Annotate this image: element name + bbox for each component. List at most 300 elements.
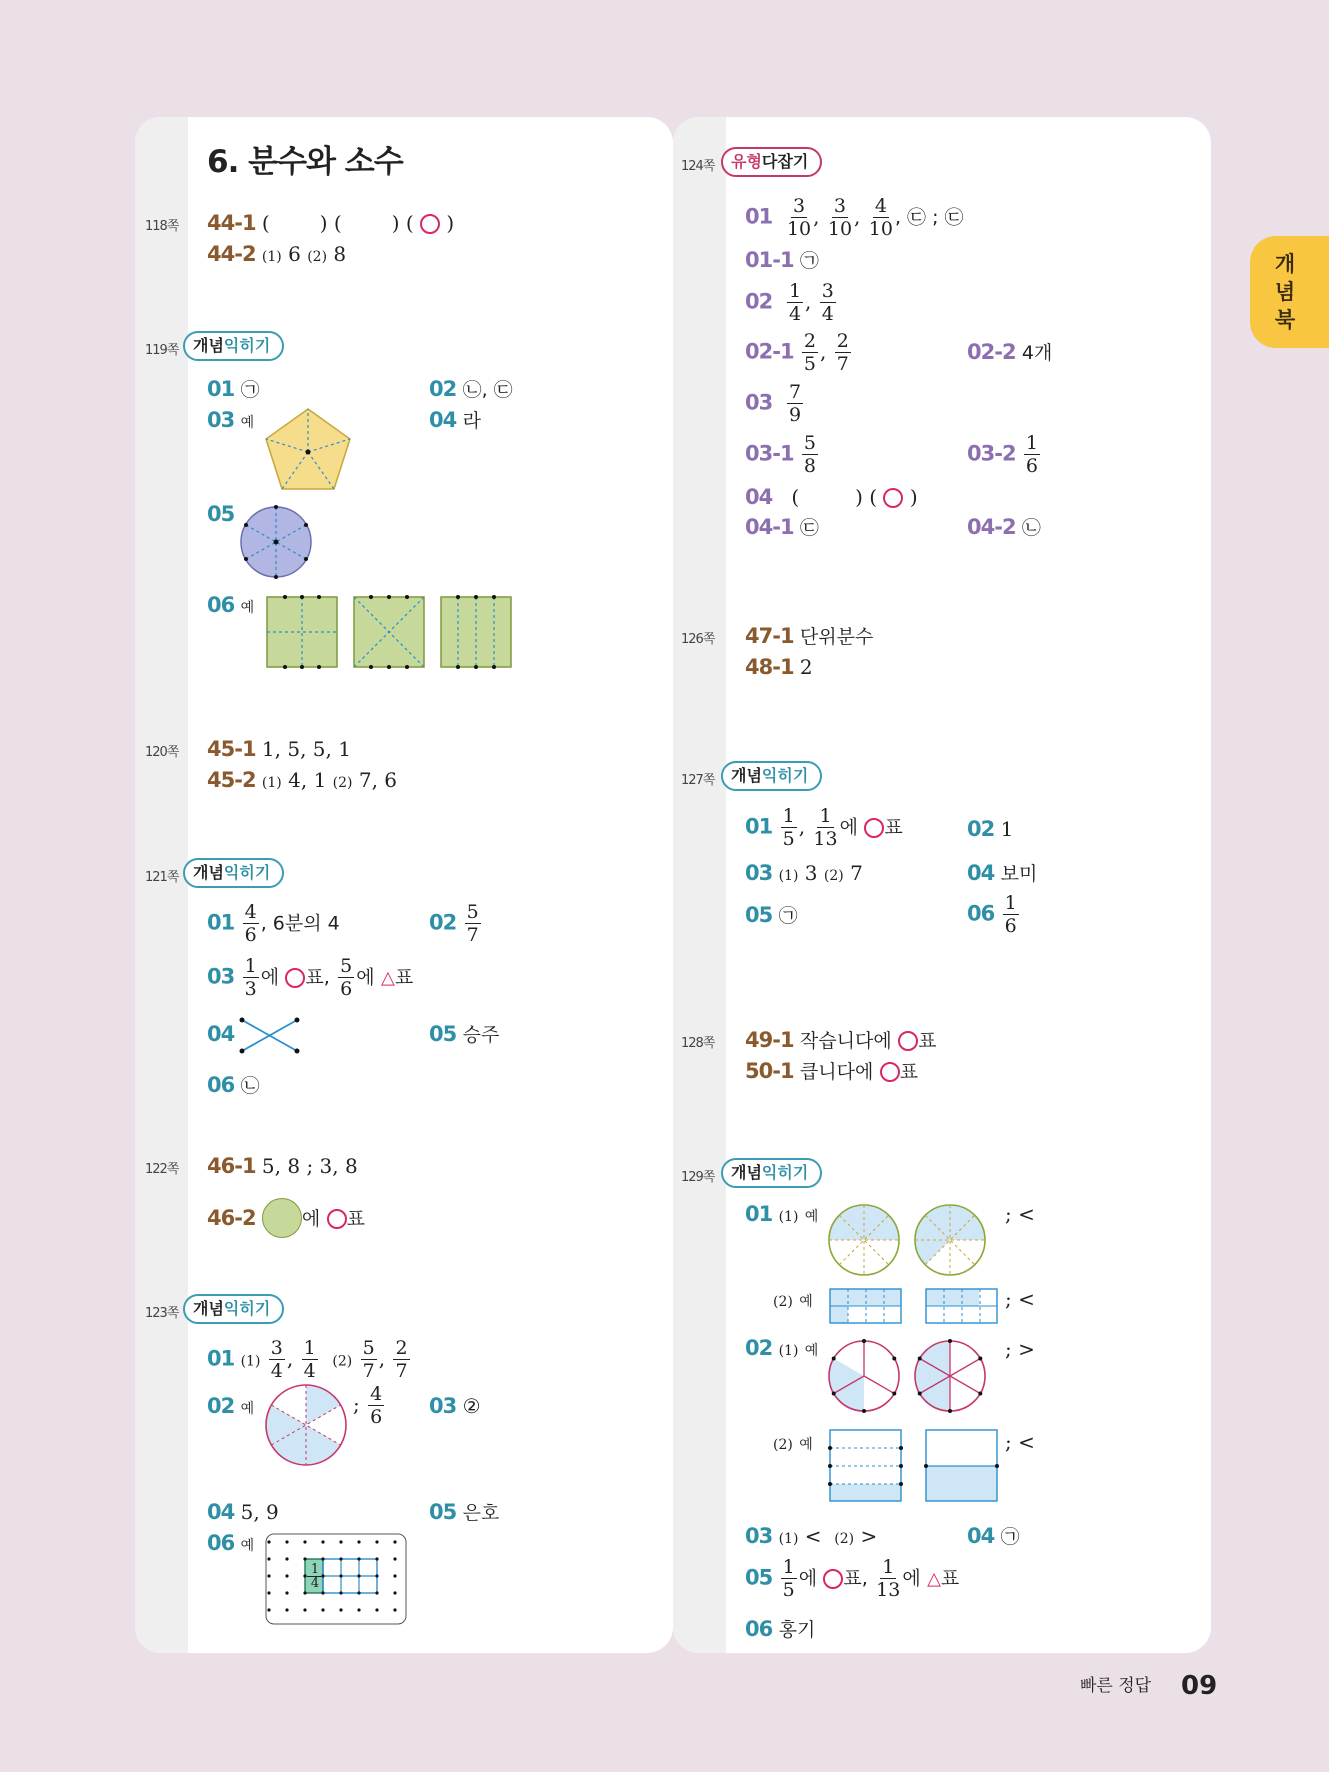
answer-119-03 — [207, 410, 254, 431]
grid-dot — [375, 1591, 378, 1594]
value: 7, 6 — [358, 768, 398, 792]
denominator: 5 — [782, 1579, 795, 1601]
answer-129-05 — [745, 1558, 959, 1600]
answer-119-06 — [207, 595, 254, 616]
q-num: 05 — [745, 1565, 773, 1590]
example-mark: 예 — [804, 1343, 819, 1359]
denominator: 7 — [836, 353, 849, 375]
numerator: 2 — [803, 330, 817, 352]
answer-123-04 — [207, 1502, 279, 1523]
q-num: 04 — [967, 1524, 995, 1548]
answer-129-06 — [745, 1619, 815, 1640]
denominator: 4 — [310, 1576, 320, 1591]
badge-concept — [183, 331, 284, 361]
paren: ( — [333, 211, 342, 235]
page-label-128: 128쪽 — [681, 1036, 715, 1051]
q-num: 04-1 — [745, 515, 794, 539]
fraction — [813, 807, 837, 849]
numerator: 4 — [370, 1383, 383, 1405]
answer-129-02-2-label — [773, 1432, 813, 1452]
badge-concept — [183, 1294, 284, 1324]
badge-type — [721, 147, 822, 177]
denominator: 9 — [788, 404, 802, 426]
denominator: 7 — [466, 924, 479, 946]
pie-six-parts-figure — [263, 1382, 349, 1468]
q-num: 03 — [745, 861, 773, 885]
answer-121-04 — [207, 1024, 234, 1045]
example-mark: 예 — [804, 1209, 819, 1225]
text: 표 — [940, 1567, 960, 1590]
value: 라 — [462, 410, 481, 432]
answer-127-02 — [967, 819, 1013, 840]
q-num: 49-1 — [745, 1028, 794, 1052]
grid-dot — [393, 1608, 396, 1611]
grid-fraction — [307, 1563, 323, 1590]
q-num: 47-1 — [745, 624, 794, 648]
q-num: 04 — [207, 1022, 235, 1046]
answer-124-01: 01 $\frac{3}{10}$ , $\frac{3}{10}$ , $\frac{4}{10}$ , ㉢ ; ㉢ — [745, 195, 964, 240]
part-label: (2) — [307, 249, 328, 265]
text: 표 — [394, 966, 414, 989]
value: 은호 — [462, 1502, 500, 1524]
grid-dot — [339, 1557, 342, 1560]
circle-mark — [327, 1209, 347, 1229]
value: ㉠ — [1000, 1526, 1020, 1548]
answer-47-1 — [745, 626, 873, 647]
answer-129-02-1-compare: ; > — [1005, 1337, 1035, 1361]
answer-119-05 — [207, 504, 234, 525]
fraction — [835, 332, 851, 374]
page-number: 09 — [1181, 1671, 1218, 1701]
q-num: 01 — [745, 814, 773, 839]
numerator: 3 — [821, 280, 834, 302]
value: 6 — [288, 242, 301, 266]
q-num: 03-1 — [745, 441, 794, 466]
q-num: 05 — [429, 1022, 457, 1046]
answer-124-04 — [745, 487, 918, 508]
denominator: 10 — [786, 218, 812, 240]
q-num: 03 — [207, 408, 235, 432]
fraction — [243, 957, 259, 999]
answer-129-01-label — [745, 1204, 818, 1225]
fraction — [302, 1339, 318, 1381]
value: 승주 — [462, 1024, 500, 1046]
answer-45-2 — [207, 770, 397, 791]
square-division-figures — [265, 595, 515, 669]
answer-123-02 — [207, 1396, 254, 1417]
fraction — [465, 903, 481, 945]
grid-dot — [303, 1540, 306, 1543]
numerator: 5 — [803, 432, 817, 454]
text: 큽니다에 — [799, 1061, 874, 1083]
pentagon-figure — [263, 407, 353, 492]
grid-dot — [375, 1608, 378, 1611]
answer-121-01 — [207, 903, 340, 945]
q-num: 06 — [745, 1617, 773, 1641]
q-num: 01 — [745, 204, 773, 229]
answer-129-03 — [745, 1526, 877, 1547]
circle-mark — [880, 1062, 900, 1082]
q-num: 02 — [745, 1336, 773, 1360]
example-mark: 예 — [240, 1538, 255, 1554]
q-num: 02 — [429, 910, 457, 935]
numerator: 3 — [833, 195, 846, 217]
page-label-121: 121쪽 — [145, 870, 179, 885]
denominator: 6 — [1025, 455, 1039, 477]
badge-highlight: 익히기 — [223, 336, 271, 355]
fraction — [802, 434, 818, 476]
text: 표 — [899, 1061, 919, 1083]
grid-dot — [375, 1574, 378, 1577]
text: 작습니다에 — [799, 1030, 892, 1052]
example-mark: 예 — [240, 415, 255, 431]
value: 4, 1 — [288, 768, 327, 792]
page-label-120: 120쪽 — [145, 745, 179, 760]
fraction — [1024, 434, 1040, 476]
value: < — [804, 1524, 822, 1548]
grid-dot — [393, 1540, 396, 1543]
answer-44-2 — [207, 244, 346, 265]
badge-concept — [183, 858, 284, 888]
value: ㉠ — [799, 250, 819, 272]
value: , ㉢ ; ㉢ — [894, 206, 964, 229]
grid-dot — [303, 1608, 306, 1611]
rectangle-parts-figures — [829, 1429, 1001, 1503]
q-num: 02 — [967, 817, 995, 841]
answer-124-03 — [745, 383, 805, 425]
fraction — [781, 807, 797, 849]
q-num: 05 — [745, 903, 773, 927]
example-mark: 예 — [799, 1437, 813, 1453]
numerator: 2 — [395, 1337, 408, 1359]
part-label: (2) — [773, 1437, 793, 1453]
text: 에 — [301, 1208, 321, 1230]
answer-123-03 — [429, 1396, 481, 1417]
answer-123-01: 01 (1) $\frac{3}{4}$ , $\frac{1}{4}$ (2) $\frac{5}{7}$ , $\frac{2}{7}$ — [207, 1337, 408, 1382]
answer-127-04 — [967, 863, 1037, 884]
side-tab-label: 개념북 — [1274, 252, 1296, 332]
q-num: 03-2 — [967, 441, 1016, 466]
grid-dot — [303, 1557, 306, 1560]
fraction — [338, 957, 354, 999]
denominator: 6 — [244, 924, 257, 946]
value: 1, 5, 5, 1 — [261, 737, 351, 761]
answer-129-01-1-compare: ; < — [1005, 1202, 1035, 1226]
paren: ( — [261, 211, 270, 235]
value: 5, 8 ; 3, 8 — [261, 1154, 358, 1178]
dot-grid-figure — [265, 1533, 409, 1627]
numerator: 7 — [788, 381, 802, 403]
q-num: 03 — [745, 390, 773, 415]
grid-dot — [393, 1557, 396, 1560]
grid-dot — [285, 1574, 288, 1577]
q-num: 03 — [207, 964, 235, 989]
value: 단위분수 — [799, 626, 874, 648]
answer-123-02-result — [353, 1385, 386, 1427]
grid-dot — [303, 1591, 306, 1594]
grid-dot — [267, 1608, 270, 1611]
numerator: 5 — [362, 1337, 375, 1359]
q-num: 04 — [207, 1500, 235, 1524]
numerator: 1 — [307, 1563, 323, 1577]
grid-dot — [267, 1574, 270, 1577]
grid-dot — [357, 1608, 360, 1611]
q-num: 06 — [207, 593, 235, 617]
value: , 6분의 4 — [260, 912, 340, 935]
grid-dot — [267, 1557, 270, 1560]
q-num: 06 — [207, 1531, 235, 1555]
circle-mark — [285, 968, 305, 988]
numerator: 1 — [788, 280, 802, 302]
badge-text: 다잡기 — [761, 152, 809, 171]
part-label: (1) — [778, 1531, 799, 1547]
numerator: 1 — [819, 805, 832, 827]
circle-mark — [883, 488, 903, 508]
answer-121-02 — [429, 903, 483, 945]
answer-121-05 — [429, 1024, 499, 1045]
numerator: 4 — [874, 195, 887, 217]
answer-124-04-2 — [967, 517, 1041, 538]
grid-dot — [357, 1540, 360, 1543]
grid-dot — [321, 1608, 324, 1611]
numerator: 4 — [244, 901, 257, 923]
fraction — [869, 197, 893, 239]
fraction — [828, 197, 852, 239]
value: ㉡, ㉢ — [462, 379, 513, 401]
q-num: 06 — [207, 1073, 235, 1097]
page-label-126: 126쪽 — [681, 632, 715, 647]
page-label-129: 129쪽 — [681, 1170, 715, 1185]
denominator: 4 — [270, 1360, 283, 1382]
circle-mark — [420, 214, 440, 234]
answer-124-02-1: 02-1 $\frac{2}{5}$ , $\frac{2}{7}$ — [745, 330, 849, 375]
denominator: 13 — [876, 1579, 901, 1601]
page-label-124: 124쪽 — [681, 159, 715, 174]
paren: ( — [869, 485, 878, 509]
right-panel — [673, 117, 1211, 1653]
separator: ; — [353, 1392, 360, 1417]
q-num: 04 — [967, 861, 995, 885]
grid-dot — [267, 1591, 270, 1594]
q-num: 46-1 — [207, 1154, 256, 1178]
badge-text: 개념 — [731, 1163, 762, 1182]
answer-123-05 — [429, 1502, 499, 1523]
badge-highlight: 익히기 — [223, 863, 271, 882]
paren: ) — [446, 211, 455, 235]
answer-129-01-2-compare: ; < — [1005, 1287, 1035, 1311]
numerator: 2 — [836, 330, 849, 352]
denominator: 10 — [868, 218, 893, 240]
page-label-119: 119쪽 — [145, 343, 179, 358]
grid-dot — [321, 1591, 324, 1594]
text: 표, — [843, 1567, 868, 1590]
circle-mark — [823, 1569, 843, 1589]
q-num: 01 — [207, 377, 235, 401]
answer-49-1 — [745, 1030, 936, 1051]
badge-highlight: 익히기 — [761, 1163, 809, 1182]
denominator: 4 — [788, 303, 802, 325]
part-label: (2) — [332, 1353, 353, 1370]
numerator: 5 — [340, 955, 353, 977]
example-mark: 예 — [240, 600, 255, 616]
badge-text: 개념 — [193, 1299, 224, 1318]
badge-highlight: 익히기 — [223, 1299, 271, 1318]
text: 표, — [305, 966, 330, 989]
q-num: 02-2 — [967, 340, 1016, 364]
badge-text: 개념 — [193, 863, 224, 882]
chapter-title: 6. 분수와 소수 — [207, 144, 403, 180]
value: 홍기 — [778, 1619, 816, 1641]
q-num: 01 — [207, 910, 235, 935]
answer-127-01: 01 $\frac{1}{5}$ , $\frac{1}{13}$ 에 표 — [745, 805, 903, 850]
value: 4개 — [1021, 342, 1053, 364]
paren: ) — [391, 211, 400, 235]
badge-highlight: 익히기 — [761, 766, 809, 785]
answer-119-02 — [429, 379, 513, 400]
grid-dot — [321, 1540, 324, 1543]
q-num: 05 — [207, 502, 235, 526]
value: > — [860, 1524, 878, 1548]
part-label: (1) — [261, 775, 282, 791]
badge-text: 개념 — [193, 336, 224, 355]
fraction — [876, 1558, 900, 1600]
q-num: 46-2 — [207, 1206, 256, 1230]
fraction — [802, 332, 818, 374]
q-num: 01 — [207, 1346, 235, 1371]
circle-figure — [239, 505, 313, 579]
grid-dot — [285, 1608, 288, 1611]
numerator: 1 — [782, 1556, 795, 1578]
grid-dot — [285, 1557, 288, 1560]
answer-124-03-1 — [745, 434, 820, 476]
answer-46-2 — [207, 1198, 365, 1238]
part-label: (1) — [240, 1353, 261, 1370]
text: 표 — [918, 1030, 937, 1052]
grid-dot — [375, 1557, 378, 1560]
answer-129-04 — [967, 1526, 1020, 1547]
badge-text: 개념 — [731, 766, 762, 785]
denominator: 3 — [244, 978, 257, 1000]
pie-eight-parts-figures — [827, 1203, 987, 1279]
page-label-122: 122쪽 — [145, 1162, 179, 1177]
value: ㉠ — [240, 379, 260, 401]
example-mark: 예 — [240, 1401, 255, 1417]
fraction — [393, 1339, 409, 1381]
numerator: 3 — [270, 1337, 283, 1359]
numerator: 1 — [782, 805, 795, 827]
answer-119-01 — [207, 379, 260, 400]
circle-mark — [898, 1031, 918, 1051]
rectangle-parts-figures — [829, 1288, 1001, 1326]
badge-concept — [721, 761, 822, 791]
denominator: 6 — [340, 978, 353, 1000]
fraction — [787, 197, 811, 239]
answer-123-06 — [207, 1533, 254, 1554]
answer-129-02-2-compare: ; < — [1005, 1430, 1035, 1454]
text: 에 — [902, 1567, 921, 1590]
text: 표 — [884, 816, 903, 839]
grid-dot — [357, 1574, 360, 1577]
value: ② — [462, 1394, 481, 1418]
circle-mark — [864, 818, 884, 838]
green-circle-shape — [262, 1198, 302, 1238]
grid-dot — [339, 1540, 342, 1543]
q-num: 45-1 — [207, 737, 256, 761]
q-num: 01-1 — [745, 248, 794, 272]
page-label-118: 118쪽 — [145, 219, 179, 234]
footer-label: 빠른 정답 — [1080, 1676, 1152, 1696]
part-label: (2) — [823, 868, 844, 884]
cross-match-figure — [239, 1017, 301, 1055]
value: ㉢ — [799, 517, 819, 539]
answer-124-04-1 — [745, 517, 819, 538]
answer-124-02: 02 $\frac{1}{4}$ , $\frac{3}{4}$ — [745, 280, 834, 325]
part-label: (2) — [773, 1294, 793, 1310]
value: 8 — [333, 242, 347, 266]
fraction — [820, 282, 836, 324]
denominator: 4 — [303, 1360, 316, 1382]
q-num: 03 — [745, 1524, 773, 1548]
part-label: (1) — [778, 868, 799, 884]
fraction — [787, 383, 803, 425]
answer-127-06 — [967, 894, 1021, 936]
numerator: 3 — [793, 195, 806, 217]
right-margin-strip — [673, 117, 726, 1653]
text: 표 — [346, 1208, 365, 1230]
fraction — [243, 903, 259, 945]
paren: ( — [405, 211, 414, 235]
value: 3 — [804, 861, 818, 885]
q-num: 02 — [429, 377, 457, 401]
badge-concept — [721, 1158, 822, 1188]
grid-dot — [339, 1591, 342, 1594]
numerator: 1 — [1025, 432, 1039, 454]
page-label-127: 127쪽 — [681, 773, 715, 788]
answer-119-04 — [429, 410, 481, 431]
q-num: 04 — [745, 485, 773, 509]
q-num: 48-1 — [745, 655, 794, 679]
fraction — [1003, 894, 1019, 936]
fraction — [361, 1339, 377, 1381]
value: 보미 — [1000, 863, 1038, 885]
answer-50-1 — [745, 1061, 918, 1082]
paren: ) — [909, 485, 918, 509]
grid-dot — [339, 1574, 342, 1577]
grid-dot — [339, 1608, 342, 1611]
answer-124-01-1 — [745, 250, 819, 271]
answer-45-1 — [207, 739, 351, 760]
numerator: 1 — [303, 1337, 316, 1359]
q-num: 50-1 — [745, 1059, 794, 1083]
value: ㉠ — [778, 905, 798, 927]
side-tab[interactable] — [1250, 236, 1329, 348]
q-num: 04 — [429, 408, 457, 432]
page-label-123: 123쪽 — [145, 1306, 179, 1321]
q-num: 44-2 — [207, 242, 256, 266]
part-label: (2) — [332, 775, 353, 791]
q-num: 02 — [207, 1394, 235, 1418]
denominator: 10 — [827, 218, 853, 240]
numerator: 5 — [466, 901, 479, 923]
answer-124-03-2 — [967, 434, 1042, 476]
value: 1 — [1000, 817, 1014, 841]
part-label: (1) — [778, 1209, 799, 1225]
q-num: 02-1 — [745, 339, 794, 364]
example-mark: 예 — [799, 1294, 813, 1310]
text: 에 — [356, 966, 375, 989]
badge-highlight: 유형 — [731, 152, 762, 171]
part-label: (1) — [261, 249, 282, 265]
